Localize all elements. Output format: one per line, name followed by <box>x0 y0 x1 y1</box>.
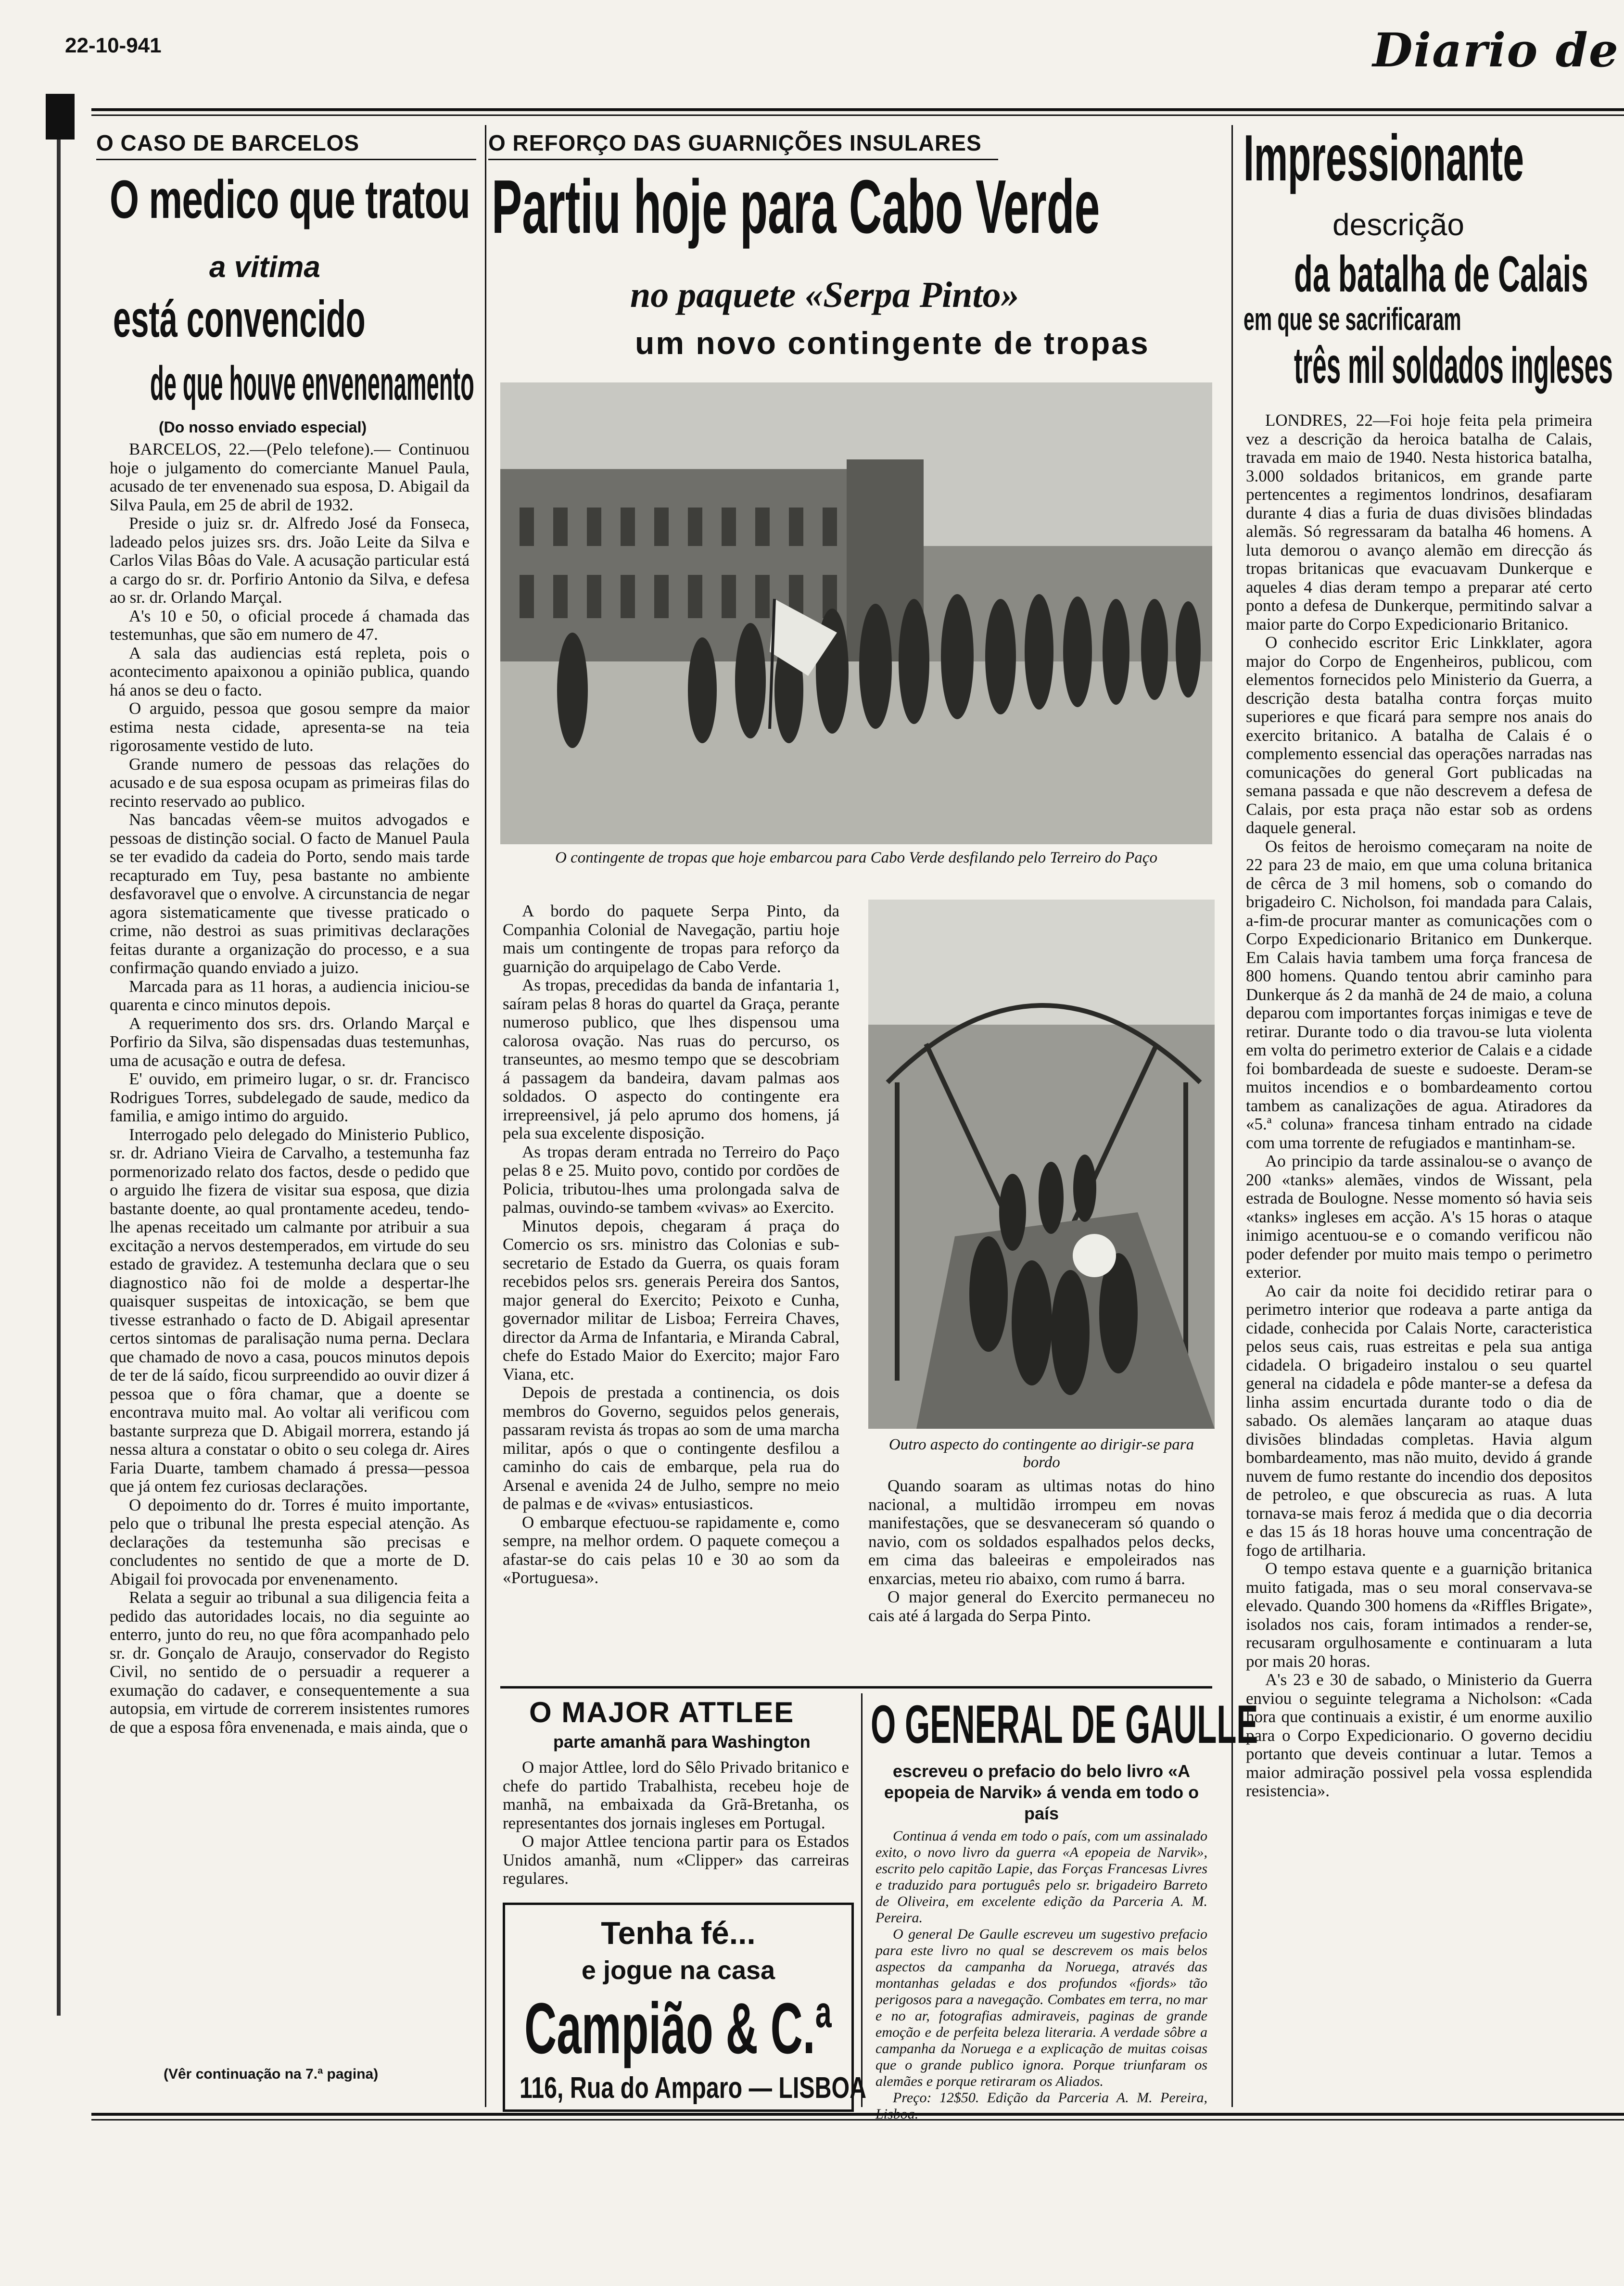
ad-line-2: e jogue na casa <box>581 1956 775 1985</box>
left-headline-3: está convencido <box>113 290 366 348</box>
middle-paragraph: As tropas, precedidas da banda de infantaria 1, saíram pelas 8 horas do quartel da Graça, perante numeroso publico, que lhes dispensou uma calorosa ovação. Nas ruas do percurso, os transeuntes, ao mesmo tempo que se descobriam á passagem da bandeira, davam palmas aos soldados. O aspecto do contingente era irrepreensivel, já pelo aprumo dos homens, já pela sua excelente disposição. <box>503 976 839 1143</box>
column-rule-2 <box>1231 125 1233 2107</box>
middle-paragraph: As tropas deram entrada no Terreiro do Paço pelas 8 e 25. Muito povo, contido por cordões de Policia, tributou-lhes uma prolongada salva de palmas, ouvindo-se tambem «vivas» ao Exercito. <box>503 1142 839 1217</box>
gaulle-article-body <box>875 1828 1207 2122</box>
ad-line-3: Campião & C.ª <box>524 1988 832 2069</box>
left-headline-1: O medico que tratou <box>110 169 470 229</box>
left-paragraph: Marcada para as 11 horas, a audiencia iniciou-se quarenta e cinco minutos depois. <box>110 977 469 1014</box>
middle-section-underline <box>488 159 998 160</box>
parade-photo-image <box>500 382 1212 844</box>
left-section-label: O CASO DE BARCELOS <box>96 130 360 155</box>
gaulle-paragraph: Preço: 12$50. Edição da Parceria A. M. Pereira, Lisboa. <box>875 2090 1207 2122</box>
left-paragraph: E' ouvido, em primeiro lugar, o sr. dr. Francisco Rodrigues Torres, subdelegado de saude, medico da familia, e amigo intimo do arguido. <box>110 1069 469 1125</box>
attlee-paragraph: O major Attlee, lord do Sêlo Privado britanico e chefe do partido Trabalhista, recebeu hoje de manhã, na embaixada da Grã-Bretanha, os representantes dos jornais ingleses em Portugal. <box>503 1758 849 1832</box>
middle-paragraph: A bordo do paquete Serpa Pinto, da Companhia Colonial de Navegação, partiu hoje mais um contingente de tropas para reforço da guarnição do arquipelago de Cabo Verde. <box>503 902 839 976</box>
middle-paragraph: O embarque efectuou-se rapidamente e, como sempre, na melhor ordem. O paquete começou a afastar-se do cais pelas 10 e 30 ao som da «Portuguesa». <box>503 1512 839 1587</box>
right-paragraph: A's 23 e 30 de sabado, o Ministerio da Guerra enviou o seguinte telegrama a Nicholson: «Cada hora que continuais a existir, é um enorme auxilio para o Corpo Expedicionario. O governo decidiu portanto que deveis continuar a lutar. Temos a maior admiração possivel pela vossa esplendida resistencia». <box>1246 1670 1592 1800</box>
left-paragraph: BARCELOS, 22.—(Pelo telefone).— Continuou hoje o julgamento do comerciante Manuel Paula, acusado de ter envenenado sua esposa, D. Abigail da Silva Paula, em 25 de abril de 1932. <box>110 440 469 514</box>
top-rule-thin <box>91 114 1624 116</box>
column-rule-1 <box>485 125 486 2107</box>
right-paragraph: LONDRES, 22—Foi hoje feita pela primeira vez a descrição da heroica batalha de Calais, travada em maio de 1940. Nesta historica batalha, 3.000 soldados britanicos, em grande parte pertencentes a regimentos londrinos, desafiaram durante 4 dias a furia de duas divisões blindadas alemãs. Só regressaram da batalha 46 homens. A luta demorou o avanço alemão em direcção ás tropas britanicas que evacuavam Dunkerque e aqueles 4 dias deram tempo a preparar até certo ponto a defesa de Dunkerque, permitindo salvar a maior parte do Corpo Expedicionario Britanico. <box>1246 411 1592 634</box>
middle-bottom-divider <box>861 1693 863 2107</box>
left-section-underline <box>96 159 476 160</box>
middle-paragraph: O major general do Exercito permaneceu no cais até á largada do Serpa Pinto. <box>868 1588 1215 1625</box>
bottom-rule <box>91 2113 1624 2116</box>
right-headline-2: descrição <box>1332 207 1464 242</box>
attlee-subheadline: parte amanhã para Washington <box>553 1732 811 1752</box>
bottom-rule-thin <box>91 2119 1624 2121</box>
left-paragraph: A sala das audiencias está repleta, pois o acontecimento apaixonou a opinião publica, quando há anos se deu o facto. <box>110 643 469 699</box>
attlee-headline: O MAJOR ATTLEE <box>529 1696 795 1728</box>
attlee-paragraph: O major Attlee tenciona partir para os Estados Unidos amanhã, num «Clipper» das carreiras regulares. <box>503 1832 849 1888</box>
middle-bottom-rule <box>500 1686 1212 1689</box>
right-article-body <box>1246 411 1592 2105</box>
left-paragraph: O depoimento do dr. Torres é muito importante, pelo que o tribunal lhe presta especial atenção. As declarações da testemunha são precisas e concludentes no sentido de que a morte de D. Abigail foi provocada por envenenamento. <box>110 1495 469 1588</box>
right-paragraph: Os feitos de heroismo começaram na noite de 22 para 23 de maio, em que uma coluna britanica de cêrca de 3 mil homens, sob o comando do brigadeiro C. Nicholson, foi mandada para Calais, a-fim-de procurar manter as comunicações com o Corpo Expedicionario Britanico em Dunkerque. Em Calais havia tambem uma força francesa de 800 homens. Quando tentou abrir caminho para Dunkerque ás 2 da manhã de 24 de maio, a coluna deparou com importantes forças inimigas e teve de retirar. Durante todo o dia travou-se luta violenta em volta do perimetro exterior de Calais e a cidade foi bombardeada de sueste e sudoeste. Deram-se muitos incendios e o bombardeamento cortou tambem as canalizações de agua. Atiradores da «5.ª coluna» francesa tinham entrado na cidade com uma torrente de refugiados e mantinham-se. <box>1246 837 1592 1152</box>
left-headline-2: a vitima <box>209 251 320 284</box>
top-rule <box>91 108 1624 111</box>
left-headline-4: de que houve envenenamento <box>150 356 474 410</box>
middle-article-body-2 <box>868 1477 1215 1679</box>
binding-mark <box>46 94 75 140</box>
left-paragraph: A requerimento dos srs. drs. Orlando Marçal e Porfirio da Silva, são dispensadas duas testemunhas, uma de acusação e outra de defesa. <box>110 1014 469 1070</box>
left-paragraph: Preside o juiz sr. dr. Alfredo José da Fonseca, ladeado pelos juizes srs. drs. João Leite da Silva e Carlos Vilas Bôas do Vale. A acusação particular está a cargo do sr. dr. Porfirio Antonio da Silva, e defesa ao sr. dr. Orlando Marçal. <box>110 514 469 607</box>
middle-paragraph: Minutos depois, chegaram á praça do Comercio os srs. ministro das Colonias e sub-secretario de Estado da Guerra, os quais foram recebidos pelos srs. generais Pereira dos Santos, major general do Exercito; Peixoto e Cunha, governador militar de Lisboa; Ferreira Chaves, director da Arma de Infantaria, e Miranda Cabral, chefe do Estado Maior do Exercito; major Faro Viana, etc. <box>503 1216 839 1384</box>
middle-section-label: O REFORÇO DAS GUARNIÇÕES INSULARES <box>488 130 982 155</box>
gaulle-paragraph: O general De Gaulle escreveu um sugestivo prefacio para este livro no qual se descrevem os mais belos aspectos da campanha da Noruega, através das montanhas geladas e dos profundos «fjords» tão perigosos para a navegação. Combates em terra, no mar e no ar, fotografias admiraveis, paginas de grande emoção e de perfeita beleza literaria. A verdade sôbre a campanha da Noruega e a explicação de muitas coisas que o grande publico ignora. Porque triunfaram os alemães e porque retiraram os Aliados. <box>875 1926 1207 2089</box>
middle-paragraph: Depois de prestada a continencia, os dois membros do Governo, seguidos pelos generais, passaram revista ás tropas ao som de uma marcha militar, após o que o contingente desfilou a caminho do cais de embarque, pela rua do Arsenal e avenida 24 de Julho, sempre no meio de palmas e de «vivas» entusiasticos. <box>503 1383 839 1513</box>
left-paragraph: A's 10 e 50, o oficial procede á chamada das testemunhas, que são em numero de 47. <box>110 606 469 644</box>
left-paragraph: O arguido, pessoa que gosou sempre da maior estima nesta cidade, apresenta-se na teia rigorosamente vestido de luto. <box>110 699 469 755</box>
boarding-photo-caption: Outro aspecto do contingente ao dirigir-se para bordo <box>888 1436 1194 1471</box>
advertisement-box <box>503 1903 867 2112</box>
parade-photo <box>500 382 1212 844</box>
right-headline-3: da batalha de Calais <box>1294 246 1588 303</box>
middle-headline-1: Partiu hoje para Cabo Verde <box>492 165 1100 249</box>
left-continuation: (Vêr continuação na 7.ª pagina) <box>164 2066 379 2082</box>
issue-date: 22-10-941 <box>65 34 162 57</box>
right-paragraph: O conhecido escritor Eric Linkklater, agora major do Corpo de Engenheiros, publicou, com elementos fornecidos pelo Ministerio da Guerra, a descrição desta batalha contra forças muito superiores e que ficará para sempre nos anais do exercito britanico. A batalha de Calais é o complemento essencial das operações narradas nas comunicações do general Gort publicadas na semana passada e que não descrevem a defesa de Calais, por esta praça não estar sob as ordens daquele general. <box>1246 633 1592 837</box>
left-byline: (Do nosso enviado especial) <box>159 419 367 436</box>
parade-photo-caption: O contingente de tropas que hoje embarcou para Cabo Verde desfilando pelo Terreiro do Paço <box>555 849 1157 866</box>
right-headline-4: em que se sacrificaram <box>1243 301 1461 337</box>
right-paragraph: O tempo estava quente e a guarnição britanica muito fatigada, mas o seu moral conservava-se elevado. Quando 300 homens da «Riffles Brigate», isolados nos cais, foram intimados a render-se, recusaram orgulhosamente e continuaram a luta por mais 20 horas. <box>1246 1559 1592 1671</box>
middle-headline-3: um novo contingente de tropas <box>635 325 1150 361</box>
middle-paragraph: Quando soaram as ultimas notas do hino nacional, a multidão irrompeu em novas manifestações, que se desvaneceram só quando o navio, com os soldados espalhados pelos decks, em cima das baleeiras e empoleirados nas enxarcias, meteu rio abaixo, com rumo á barra. <box>868 1476 1215 1588</box>
binding-edge <box>57 140 61 2016</box>
left-paragraph: Nas bancadas vêem-se muitos advogados e pessoas de distinção social. O facto de Manuel Paula se ter evadido da cadeia do Porto, sendo mais tarde recapturado em Tuy, pesa bastante no ambiente desfavoravel que o envolve. A circunstancia de negar agora sistematicamente que tivesse praticado o crime, não destroi as suas primitivas declarações feitas durante a organização do processo, e a sua confirmação quando enviado a juizo. <box>110 810 469 977</box>
gaulle-paragraph: Continua á venda em todo o país, com um assinalado exito, o novo livro da guerra «A epopeia de Narvik», escrito pelo capitão Lapie, das Forças Francesas Livres e traduzido para português pelo sr. brigadeiro Barreto de Oliveira, em excelente edição da Parceria A. M. Pereira. <box>875 1828 1207 1926</box>
right-headline-1: Impressionante <box>1243 121 1524 194</box>
gaulle-subheadline: escreveu o prefacio do belo livro «A epopeia de Narvik» á venda em todo o país <box>884 1761 1199 1823</box>
ad-line-1: Tenha fé... <box>601 1915 756 1951</box>
right-paragraph: Ao cair da noite foi decidido retirar para o perimetro interior que rodeava a parte antiga da cidade, conhecida por Calais Norte, caracteristica pelos seus cais, ruas estreitas e pela sua antiga cidadela. O brigadeiro instalou o seu quartel general na cidadela e pôde manter-se a defesa da linha assim encurtada durante todo o dia de sabado. Os alemães lançaram ao ataque duas divisões blindadas completas. Havia algum bombardeamento, mas não muito, devido á grande nuvem de fumo restante do incendio dos depositos de petroleo, e que obscurecia as ruas. A luta tornava-se mais feroz á medida que o dia decorria e das 15 ás 18 horas houve uma concentração de fogo de artilharia. <box>1246 1281 1592 1560</box>
masthead: Diario de <box>1372 23 1619 77</box>
left-article-body <box>110 440 469 2023</box>
left-paragraph: Interrogado pelo delegado do Ministerio Publico, sr. dr. Adriano Vieira de Carvalho, a testemunha faz pormenorizado relato dos factos, desde o pedido que o arguido lhe fizera de visitar sua esposa, que dizia bastante doente, ao qual prontamente acedeu, tendo-lhe apenas receitado um calmante por atribuir a sua excitação a nervos destemperados, em virtude do seu estado de gravidez. A testemunha declara que o seu diagnostico não foi de molde a despertar-lhe quaisquer suspeitas de intoxicação, se bem que tivesse estranhado o facto de D. Abigail apresentar certos sintomas de paralisação numa perna. Declara que chamado de novo a casa, poucos minutos depois de ter de lá saído, ficou surpreendido ao ouvir dizer á pessoa que o fôra chamar, que a doente se encontrava muito mal. Ao voltar ali verificou com bastante surpreza que D. Abigail morrera, estando já nessa altura a constatar o obito o seu colega dr. Aires Faria Duarte, tambem chamado á pressa—pessoa que já ontem fez curiosas declarações. <box>110 1125 469 1496</box>
left-paragraph: Grande numero de pessoas das relações do acusado e de sua esposa ocupam as primeiras filas do recinto reservado ao publico. <box>110 754 469 811</box>
boarding-photo-image <box>868 900 1215 1429</box>
attlee-article-body <box>503 1758 849 1888</box>
ad-line-4: 116, Rua do Amparo — LISBOA <box>520 2071 867 2105</box>
middle-headline-2: no paquete «Serpa Pinto» <box>630 275 1019 315</box>
right-headline-5: três mil soldados ingleses <box>1294 337 1613 394</box>
boarding-photo <box>868 900 1215 1429</box>
right-paragraph: Ao principio da tarde assinalou-se o avanço de 200 «tanks» alemães, vindos de Wissant, pela estrada de Boulogne. Nesse momento só havia seis «tanks» ingleses em acção. A's 15 horas o ataque inimigo acentuou-se e o comando verificou não poder defender por muito mais tempo o perimetro exterior. <box>1246 1152 1592 1282</box>
middle-article-body <box>503 902 839 1681</box>
left-paragraph: Relata a seguir ao tribunal a sua diligencia feita a pedido das autoridades locais, no dia seguinte ao enterro, junto do reu, no que fôra acompanhado pelo sr. dr. Gonçalo de Araujo, conservador do Registo Civil, no sentido de o persuadir a requerer a exumação do cadaver, e consequentemente a sua autopsia, em virtude de correrem insistentes rumores de que a esposa fôra envenenada, e mais ainda, que o <box>110 1588 469 1737</box>
gaulle-headline: O GENERAL DE GAULLE <box>871 1694 1258 1754</box>
